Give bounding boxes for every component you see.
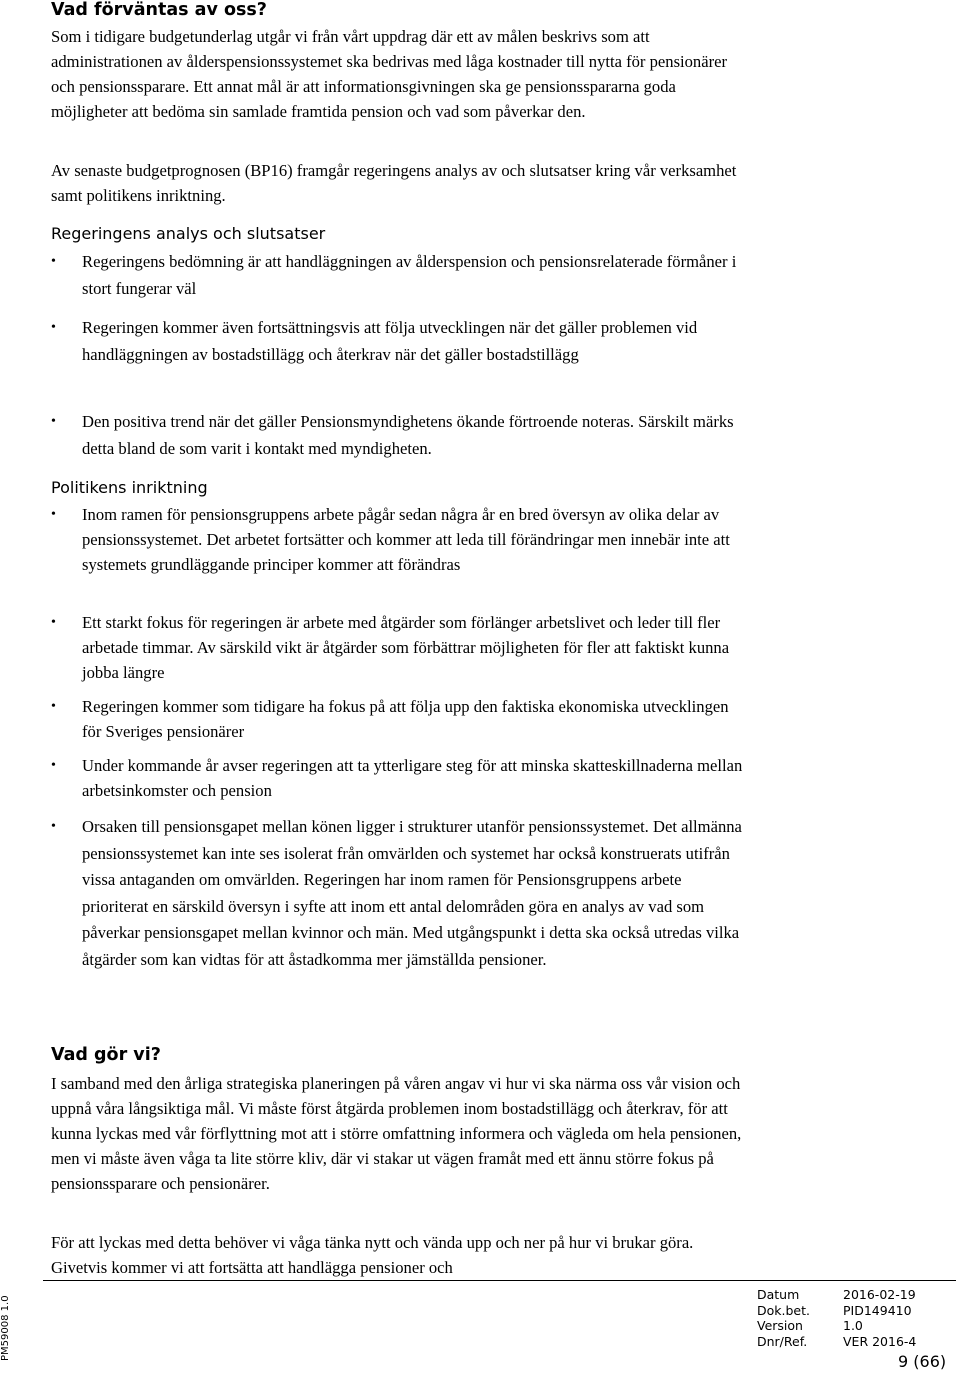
intro-paragraph-2: Av senaste budgetprognosen (BP16) framgår regeringens analys av och slutsatser kring vår verksamhet samt politikens inriktning. bbox=[51, 161, 737, 205]
bullet-icon: • bbox=[51, 254, 56, 269]
list-item-text: Den positiva trend när det gäller Pensionsmyndighetens ökande förtroende noteras. Särskilt märks detta bland de som varit i kontakt med myndigheten. bbox=[82, 412, 734, 458]
list-item-text: Regeringen kommer även fortsättningsvis att följa utvecklingen när det gäller problemen vid handläggningen av bostadstillägg och återkrav när det gäller bostadstillägg bbox=[82, 318, 698, 364]
meta-label: Datum bbox=[757, 1287, 800, 1302]
meta-row-dokbet bbox=[757, 1303, 957, 1319]
bullet-icon: • bbox=[51, 615, 56, 630]
meta-label: Version bbox=[757, 1318, 803, 1333]
heading-regeringens-analys: Regeringens analys och slutsatser bbox=[51, 224, 326, 243]
bullet-icon: • bbox=[51, 320, 56, 335]
meta-label: Dok.bet. bbox=[757, 1302, 810, 1318]
meta-row-version bbox=[757, 1318, 957, 1334]
list-item-text: Inom ramen för pensionsgruppens arbete pågår sedan några år en bred översyn av olika delar av pensionssystemet. Det arbetet fortsätter och kommer att leda till förändringar men innebär inte att systemets grundläggande principer kommer att förändras bbox=[82, 505, 730, 574]
meta-row-dnr bbox=[757, 1334, 957, 1350]
bullet-icon: • bbox=[51, 758, 56, 773]
intro-paragraph-1: Som i tidigare budgetunderlag utgår vi från vårt uppdrag där ett av målen beskrivs som att administrationen av ålderspensionssystemet ska bedrivas med låga kostnader till nytta för pensionärer och pensionssparare. Ett annat mål är att informationsgivningen ska ge pensionsspararna goda möjligheter att bedöma sin samlade framtida pension och vad som påverkar den. bbox=[51, 27, 728, 121]
bullet-icon: • bbox=[51, 699, 56, 714]
list-item-text: Orsaken till pensionsgapet mellan könen ligger i strukturer utanför pensionssystemet. Det allmänna pensionssystemet kan inte ses isolerat från omvärlden och systemet har också konstruerats utifrån vissa antaganden om omvärlden. Regeringen har inom ramen för Pensionsgruppens arbete prioriterat en särskild översyn i syfte att inom ett antal delområden göra en analys av vad som påverkar pensionsgapet mellan kvinnor och män. Med utgångspunkt i detta ska också utredas vilka åtgärder som kan vidtas för att åstadkomma mer jämställda pensioner. bbox=[82, 817, 742, 969]
meta-value: 2016-02-19 bbox=[843, 1287, 916, 1302]
bullet-icon: • bbox=[51, 507, 56, 522]
heading-politikens-inriktning: Politikens inriktning bbox=[51, 478, 208, 497]
meta-value: 1.0 bbox=[843, 1318, 863, 1333]
meta-value: VER 2016-4 bbox=[843, 1333, 917, 1349]
outro-paragraph-1: I samband med den årliga strategiska planeringen på våren angav vi hur vi ska närma oss vår vision och uppnå våra långsiktiga mål. Vi måste först åtgärda problemen inom bostadstillägg och återkrav, för att kunna lyckas med vår förflyttning mot att i större omfattning informera och vägleda om hela pensionen, men vi måste även våga ta lite större kliv, där vi stakar ut vägen framåt med ett ännu större fokus på pensionssparare och pensionärer. bbox=[51, 1074, 742, 1193]
bullet-icon: • bbox=[51, 819, 56, 834]
meta-label: Dnr/Ref. bbox=[757, 1333, 808, 1349]
heading-vad-gor-vi: Vad gör vi? bbox=[51, 1045, 161, 1065]
list-item-text: Under kommande år avser regeringen att ta ytterligare steg för att minska skatteskillnaderna mellan arbetsinkomster och pension bbox=[82, 756, 743, 800]
outro-paragraph-2: För att lyckas med detta behöver vi våga tänka nytt och vända upp och ner på hur vi brukar göra. Givetvis kommer vi att fortsätta att handlägga pensioner och bbox=[51, 1233, 694, 1277]
list-item-text: Regeringen kommer som tidigare ha fokus på att följa upp den faktiska ekonomiska utvecklingen för Sveriges pensionärer bbox=[82, 697, 729, 741]
bullet-icon: • bbox=[51, 414, 56, 429]
page-number: 9 (66) bbox=[898, 1352, 947, 1371]
footer-divider bbox=[43, 1280, 956, 1281]
document-template-id: PM59008 1.0 bbox=[0, 1295, 11, 1361]
meta-value: PID149410 bbox=[843, 1302, 912, 1318]
heading-vad-forvantas: Vad förväntas av oss? bbox=[51, 0, 267, 20]
list-item-text: Ett starkt fokus för regeringen är arbete med åtgärder som förlänger arbetslivet och leder till fler arbetade timmar. Av särskild vikt är åtgärder som förbättrar möjligheten för fler att faktiskt kunna jobba längre bbox=[82, 613, 730, 682]
document-metadata bbox=[757, 1287, 957, 1349]
meta-row-datum bbox=[757, 1287, 957, 1303]
list-item-text: Regeringens bedömning är att handläggningen av ålderspension och pensionsrelaterade förmåner i stort fungerar väl bbox=[82, 252, 737, 298]
